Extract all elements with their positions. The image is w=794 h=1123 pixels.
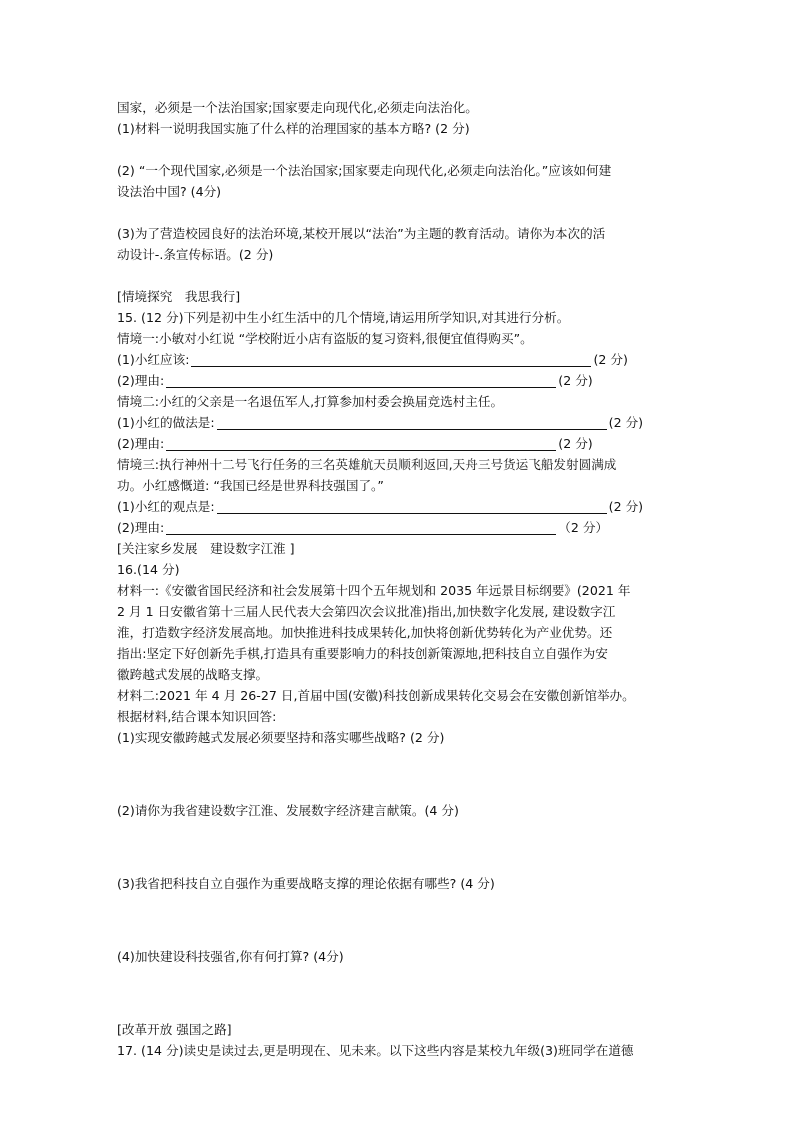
q14-sub3-line1: (3)为了营造校园良好的法治环境,某校开展以“法治”为主题的教育活动。请你为本次的活 bbox=[117, 226, 606, 241]
section-heading-hometown: [关注家乡发展 建设数字江淮 ] bbox=[117, 541, 295, 556]
answer-space bbox=[117, 748, 683, 800]
answer-blank[interactable] bbox=[217, 498, 607, 514]
section-heading-situation: [情境探究 我思我行] bbox=[117, 289, 241, 304]
score-label: (2 分) bbox=[608, 415, 644, 430]
section-heading-reform: [改革开放 强国之路] bbox=[117, 1022, 232, 1037]
q15-s3-q2-row bbox=[117, 517, 683, 538]
q16-prompt: 根据材料,结合课本知识回答: bbox=[117, 709, 277, 724]
answer-blank[interactable] bbox=[166, 372, 556, 388]
q15-s2-q2-label: (2)理由: bbox=[117, 436, 165, 451]
q15-s3-q2-label: (2)理由: bbox=[117, 520, 165, 535]
q16-material1-line4: 指出:坚定下好创新先手棋,打造具有重要影响力的科技创新策源地,把科技自立自强作为安 bbox=[117, 646, 608, 661]
q15-s2-q2-row bbox=[117, 433, 683, 454]
q16-sub2: (2)请你为我省建设数字江淮、发展数字经济建言献策。(4 分) bbox=[117, 803, 459, 818]
q16-material1-line2: 2 月 1 日安徽省第十三届人民代表大会第四次会议批准)指出,加快数字化发展, 建设数字江 bbox=[117, 604, 616, 619]
q16-material2: 材料二:2021 年 4 月 26-27 日,首届中国(安徽)科技创新成果转化交易会在安徽创新馆举办。 bbox=[117, 688, 635, 703]
answer-space bbox=[117, 139, 683, 160]
score-label: (2 分) bbox=[593, 352, 628, 367]
q15-situation3-line1: 情境三:执行神州十二号飞行任务的三名英雄航天员顺利返回,天舟三号货运飞船发射圆满成 bbox=[117, 457, 617, 472]
q15-situation2: 情境二:小红的父亲是一名退伍军人,打算参加村委会换届竞选村主任。 bbox=[117, 394, 504, 409]
q15-s2-q1-label: (1)小红的做法是: bbox=[117, 415, 215, 430]
score-label: (2 分) bbox=[558, 373, 593, 388]
answer-blank[interactable] bbox=[166, 519, 556, 535]
answer-space bbox=[117, 894, 683, 946]
q15-situation3-line2: 功。小红感慨道: “我国已经是世界科技强国了。” bbox=[117, 478, 384, 493]
q15-s3-q1-row bbox=[117, 496, 683, 517]
score-label: (2 分) bbox=[558, 436, 593, 451]
answer-blank[interactable] bbox=[191, 351, 591, 367]
intro-text: 国家，必须是一个法治国家;国家要走向现代化,必须走向法治化。 bbox=[117, 100, 478, 115]
q14-sub2-line2: 设法治中国? (4分) bbox=[117, 184, 222, 199]
q17-stem: 17. (14 分)读史是读过去,更是明现在、见未来。以下这些内容是某校九年级(3)班同学在道德 bbox=[117, 1043, 634, 1058]
q16-sub1: (1)实现安徽跨越式发展必须要坚持和落实哪些战略? (2 分) bbox=[117, 730, 445, 745]
answer-space bbox=[117, 265, 683, 286]
q15-s3-q1-label: (1)小红的观点是: bbox=[117, 499, 215, 514]
q16-material1-line5: 徽跨越式发展的战略支撑。 bbox=[117, 667, 269, 682]
q15-s1-q1-label: (1)小红应该: bbox=[117, 352, 190, 367]
q15-stem: 15. (12 分)下列是初中生小红生活中的几个情境,请运用所学知识,对其进行分析。 bbox=[117, 310, 570, 325]
q15-s1-q1-row bbox=[117, 349, 683, 370]
exam-page bbox=[117, 97, 683, 1061]
answer-space bbox=[117, 202, 683, 223]
q14-sub3-line2: 动设计-.条宣传标语。(2 分) bbox=[117, 247, 274, 262]
q16-material1-line3: 淮，打造数字经济发展高地。加快推进科技成果转化,加快将创新优势转化为产业优势。还 bbox=[117, 625, 613, 640]
q16-material1-line1: 材料一:《安徽省国民经济和社会发展第十四个五年规划和 2035 年远景目标纲要》(2021 年 bbox=[117, 583, 631, 598]
q14-sub1: (1)材料一说明我国实施了什么样的治理国家的基本方略? (2 分) bbox=[117, 121, 470, 136]
q14-sub2-line1: (2) “一个现代国家,必须是一个法治国家;国家要走向现代化,必须走向法治化。”应该如何建 bbox=[117, 163, 612, 178]
q16-stem: 16.(14 分) bbox=[117, 562, 180, 577]
q15-s1-q2-row bbox=[117, 370, 683, 391]
q15-situation1: 情境一:小敏对小红说 “学校附近小店有盗版的复习资料,很便宜值得购买”。 bbox=[117, 331, 533, 346]
q16-sub4: (4)加快建设科技强省,你有何打算? (4分) bbox=[117, 949, 344, 964]
answer-space bbox=[117, 967, 683, 1019]
answer-blank[interactable] bbox=[217, 414, 607, 430]
q15-s1-q2-label: (2)理由: bbox=[117, 373, 165, 388]
answer-space bbox=[117, 821, 683, 873]
score-label: (2 分) bbox=[608, 499, 644, 514]
q15-s2-q1-row bbox=[117, 412, 683, 433]
q16-sub3: (3)我省把科技自立自强作为重要战略支撑的理论依据有哪些? (4 分) bbox=[117, 876, 495, 891]
score-label: （2 分） bbox=[558, 520, 609, 535]
answer-blank[interactable] bbox=[166, 435, 556, 451]
